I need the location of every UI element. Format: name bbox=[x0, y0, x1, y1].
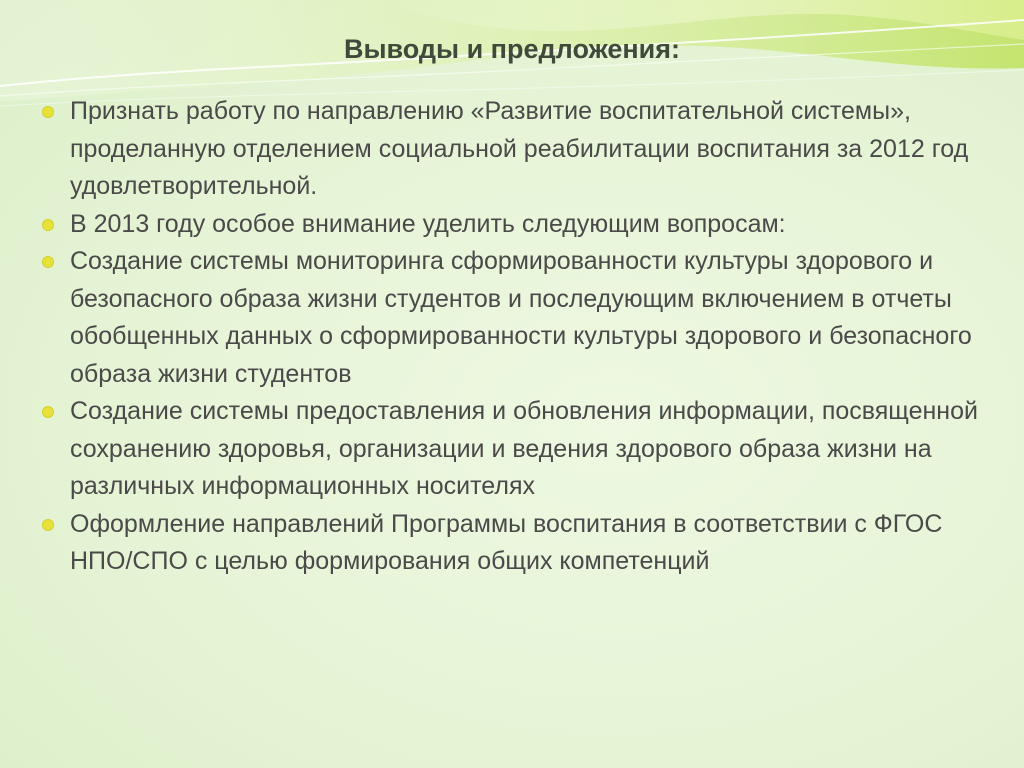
bullet-text: Создание системы мониторинга сформированности культуры здорового и безопасного образа жизни студентов и последующим включением в отчеты обобщенных данных о сформированности культуры здорового и безопасного образа жизни студентов bbox=[70, 247, 972, 388]
bullet-dot-icon bbox=[43, 220, 53, 230]
bullet-list bbox=[40, 93, 990, 581]
bullet-dot-icon bbox=[43, 107, 53, 117]
bullet-item bbox=[40, 206, 990, 244]
slide-title: Выводы и предложения: bbox=[343, 34, 681, 64]
bullet-text: В 2013 году особое внимание уделить следующим вопросам: bbox=[70, 209, 786, 238]
bullet-item bbox=[40, 506, 990, 581]
bullet-item bbox=[40, 243, 990, 393]
bullet-text: Создание системы предоставления и обновления информации, посвященной сохранению здоровья, организации и ведения здорового образа жизни на различных информационных носителях bbox=[70, 397, 978, 500]
bullet-dot-icon bbox=[43, 520, 53, 530]
bullet-text: Признать работу по направлению «Развитие воспитательной системы», проделанную отделением социальной реабилитации воспитания за 2012 год удовлетворительной. bbox=[70, 97, 969, 200]
bullet-dot-icon bbox=[43, 257, 53, 267]
bullet-item bbox=[40, 393, 990, 506]
bullet-item bbox=[40, 93, 990, 206]
bullet-dot-icon bbox=[43, 407, 53, 417]
bullet-text: Оформление направлений Программы воспитания в соответствии с ФГОС НПО/СПО с целью формирования общих компетенций bbox=[70, 509, 943, 575]
